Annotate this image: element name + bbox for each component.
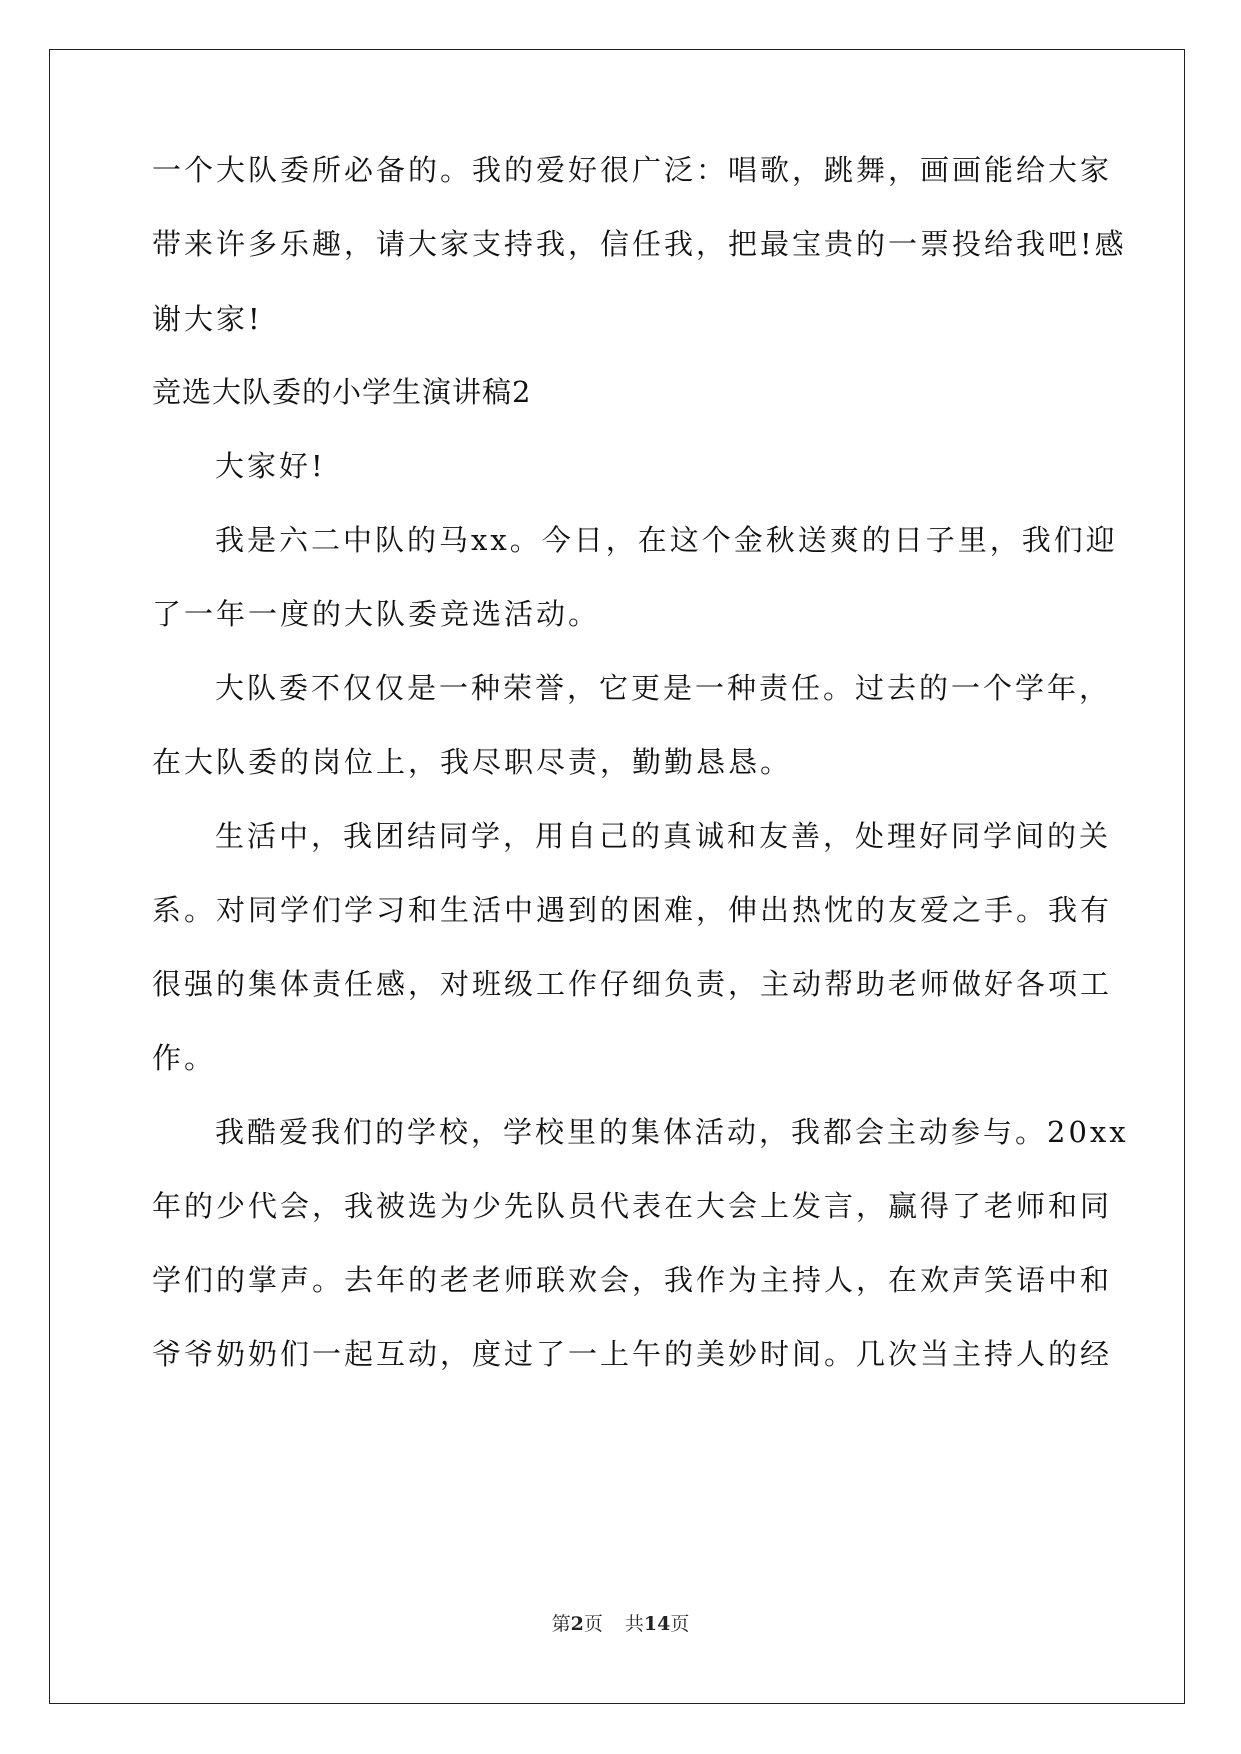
text-line: 生活中，我团结同学，用自己的真诚和友善，处理好同学间的关 [215, 819, 1112, 853]
text-line: 年的少代会，我被选为少先队员代表在大会上发言，赢得了老师和同 [152, 1189, 1113, 1223]
text-line: 了一年一度的大队委竞选活动。 [152, 597, 601, 631]
page-border [49, 49, 1185, 1704]
salutation: 大家好! [215, 449, 326, 483]
page-number: 2 [570, 1613, 584, 1635]
total-suffix: 页 [670, 1613, 690, 1635]
text-line: 很强的集体责任感，对班级工作仔细负责，主动帮助老师做好各项工 [152, 967, 1113, 1001]
text-line: 带来许多乐趣，请大家支持我，信任我，把最宝贵的一票投给我吧!感 [152, 227, 1127, 261]
text-line: 在大队委的岗位上，我尽职尽责，勤勤恳恳。 [152, 745, 793, 779]
text-line: 大队委不仅仅是一种荣誉，它更是一种责任。过去的一个学年， [215, 671, 1112, 705]
text-line: 作。 [152, 1041, 217, 1075]
page-prefix: 第 [551, 1613, 571, 1635]
total-pages: 14 [643, 1613, 671, 1635]
text-line: 一个大队委所必备的。我的爱好很广泛：唱歌，跳舞，画画能给大家 [152, 153, 1113, 187]
section-heading: 竞选大队委的小学生演讲稿2 [152, 375, 532, 409]
page-footer [0, 1612, 1241, 1636]
text-line: 谢大家! [152, 302, 263, 336]
total-prefix: 共 [624, 1613, 644, 1635]
text-line: 我是六二中队的马xx。今日，在这个金秋送爽的日子里，我们迎 [215, 523, 1118, 557]
text-line: 学们的掌声。去年的老老师联欢会，我作为主持人，在欢声笑语中和 [152, 1263, 1113, 1297]
text-line: 爷爷奶奶们一起互动，度过了一上午的美妙时间。几次当主持人的经 [152, 1337, 1113, 1371]
text-line: 系。对同学们学习和生活中遇到的困难，伸出热忱的友爱之手。我有 [152, 893, 1113, 927]
page-suffix: 页 [583, 1613, 603, 1635]
text-line: 我酷爱我们的学校，学校里的集体活动，我都会主动参与。20xx [215, 1115, 1129, 1149]
